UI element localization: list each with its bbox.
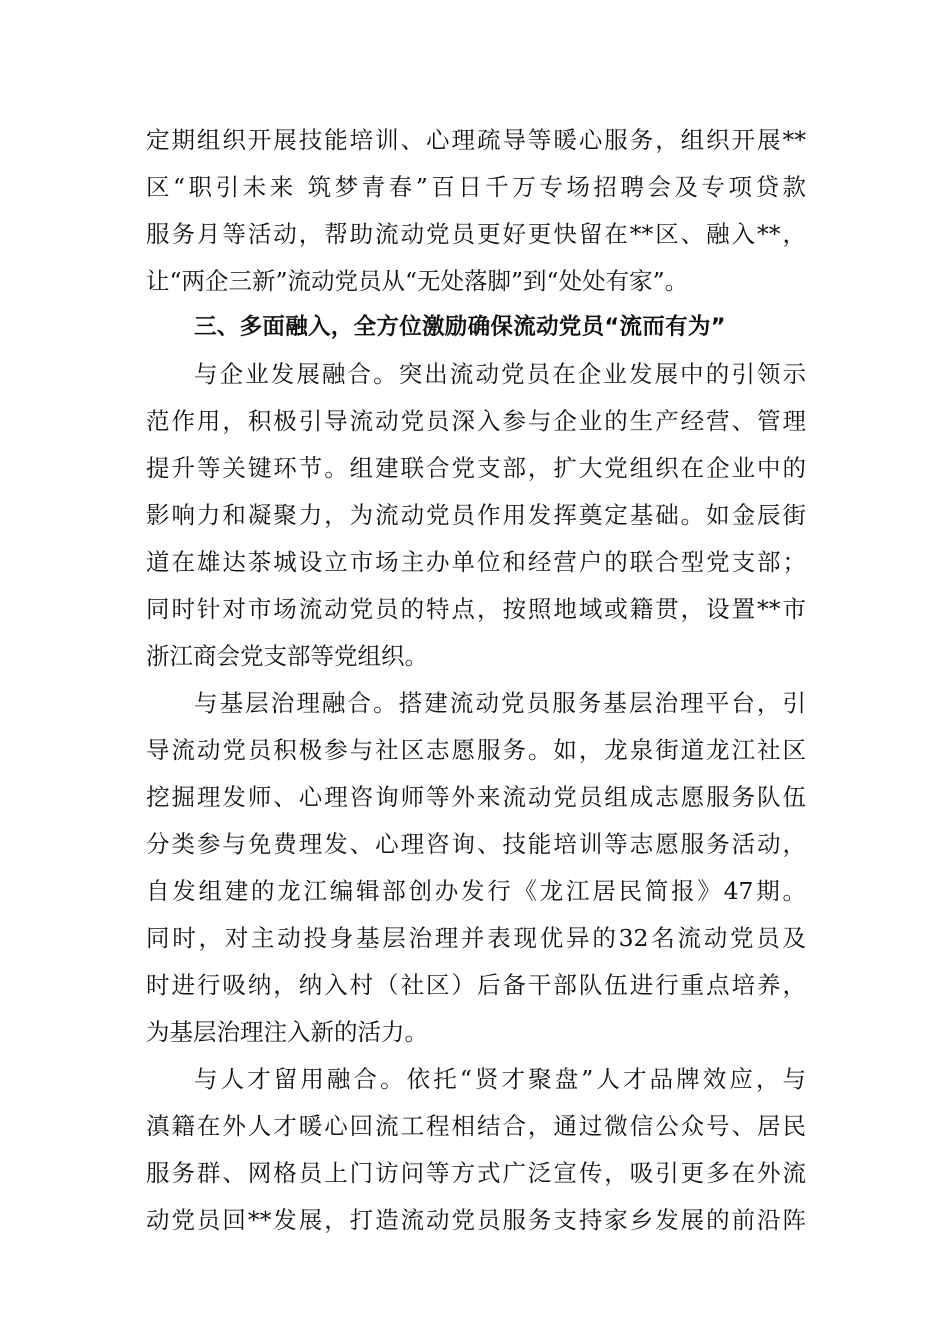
paragraph-2-line-7: 浙江商会党支部等党组织。 <box>146 642 428 670</box>
paragraph-4-line-4: 动党员回**发展，打造流动党员服务支持家乡发展的前沿阵 <box>146 1206 806 1234</box>
paragraph-3-line-3: 挖掘理发师、心理咨询师等外来流动党员组成志愿服务队伍 <box>146 783 806 811</box>
paragraph-4-line-2: 滇籍在外人才暖心回流工程相结合，通过微信公众号、居民 <box>146 1112 806 1140</box>
paragraph-3-line-7: 时进行吸纳，纳入村（社区）后备干部队伍进行重点培养， <box>146 971 806 999</box>
paragraph-2-line-4: 影响力和凝聚力，为流动党员作用发挥奠定基础。如金辰街 <box>146 501 806 529</box>
paragraph-3-line-6: 同时，对主动投身基层治理并表现优异的32名流动党员及 <box>146 924 806 952</box>
paragraph-3-line-8: 为基层治理注入新的活力。 <box>146 1018 428 1046</box>
paragraph-3-line-4: 分类参与免费理发、心理咨询、技能培训等志愿服务活动， <box>146 830 806 858</box>
paragraph-2-line-2: 范作用，积极引导流动党员深入参与企业的生产经营、管理 <box>146 407 806 435</box>
paragraph-3-line-2: 导流动党员积极参与社区志愿服务。如，龙泉街道龙江社区 <box>146 736 806 764</box>
paragraph-2-line-6: 同时针对市场流动党员的特点，按照地域或籍贯，设置**市 <box>146 595 806 623</box>
paragraph-4-line-3: 服务群、网格员上门访问等方式广泛宣传，吸引更多在外流 <box>146 1159 806 1187</box>
section-heading: 三、多面融入，全方位激励确保流动党员“流而有为” <box>194 314 726 340</box>
paragraph-2-line-5: 道在雄达茶城设立市场主办单位和经营户的联合型党支部； <box>146 548 806 576</box>
paragraph-1-line-2: 区“职引未来 筑梦青春”百日千万专场招聘会及专项贷款 <box>146 173 806 201</box>
paragraph-4-line-1: 与人才留用融合。依托“贤才聚盘”人才品牌效应，与 <box>194 1065 806 1093</box>
paragraph-1-line-3: 服务月等活动，帮助流动党员更好更快留在**区、融入**， <box>146 220 806 248</box>
paragraph-1-line-4: 让“两企三新”流动党员从“无处落脚”到“处处有家”。 <box>146 267 689 295</box>
paragraph-2-line-3: 提升等关键环节。组建联合党支部，扩大党组织在企业中的 <box>146 454 806 482</box>
paragraph-1-line-1: 定期组织开展技能培训、心理疏导等暖心服务，组织开展** <box>146 126 806 154</box>
paragraph-2-line-1: 与企业发展融合。突出流动党员在企业发展中的引领示 <box>194 360 806 388</box>
paragraph-3-line-5: 自发组建的龙江编辑部创办发行《龙江居民简报》47期。 <box>146 877 806 905</box>
paragraph-3-line-1: 与基层治理融合。搭建流动党员服务基层治理平台，引 <box>194 689 806 717</box>
